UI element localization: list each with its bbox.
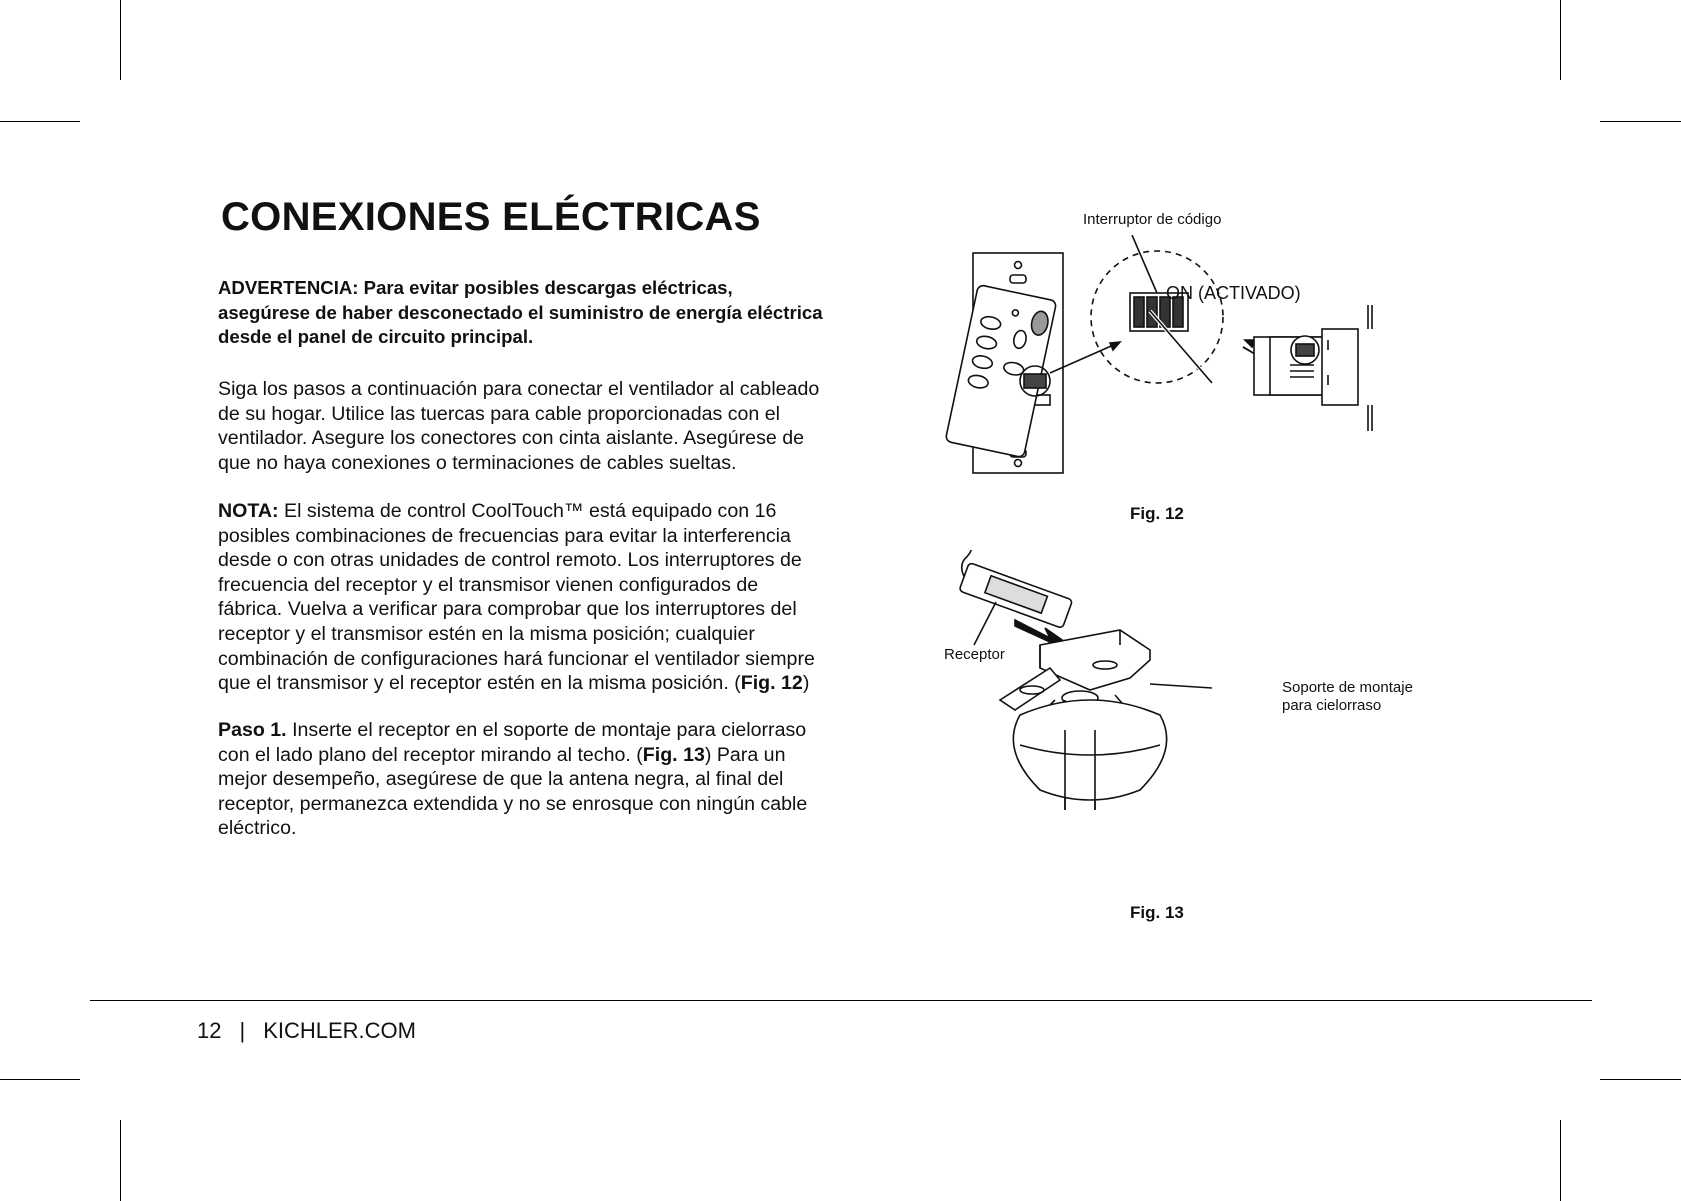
step-1-second-text: con el lado plano del receptor mirando al techo. ( xyxy=(218,743,643,766)
fig-12-illustration xyxy=(920,235,1400,485)
note-last-text: que el transmisor y el receptor estén en la misma posición. ( xyxy=(218,672,741,695)
crop-mark-bottom-right-horizontal xyxy=(1600,1079,1681,1080)
crop-mark-top-right-vertical xyxy=(1560,0,1561,80)
warning-text-1: Para evitar posibles descargas eléctricas, xyxy=(363,277,733,298)
fig-12-callout-code-switch: Interruptor de código xyxy=(1083,211,1222,228)
fig-13-callout-receiver: Receptor xyxy=(944,646,1005,663)
warning-block xyxy=(218,276,858,350)
step-line: eléctrico. xyxy=(218,817,297,840)
step-1-first-text: Inserte el receptor en el soporte de montaje para cielorraso xyxy=(292,719,807,741)
page-title: CONEXIONES ELÉCTRICAS xyxy=(221,195,761,239)
intro-line: Siga los pasos a continuación para conectar el ventilador al cableado xyxy=(218,378,820,400)
note-line: desde o con otras unidades de control remoto. Los interruptores de xyxy=(218,549,802,572)
step-line xyxy=(218,718,858,743)
step-1-second-post: ) Para un xyxy=(704,743,786,766)
footer-site-link[interactable]: KICHLER.COM xyxy=(263,1018,416,1043)
note-line: receptor y el transmisor estén en la misma posición; cualquier xyxy=(218,622,755,645)
crop-mark-bottom-left-vertical xyxy=(120,1120,121,1201)
fig-13-callout-bracket-line-2: para cielorraso xyxy=(1282,697,1382,714)
intro-paragraph xyxy=(218,377,858,475)
step-line xyxy=(218,743,858,768)
crop-mark-bottom-right-vertical xyxy=(1560,1120,1561,1201)
note-last-close: ) xyxy=(802,672,810,695)
note-line: frecuencia del receptor y el transmisor vienen configurados de xyxy=(218,573,759,596)
note-line xyxy=(218,499,858,524)
note-label: NOTA: xyxy=(218,500,279,522)
warning-label: ADVERTENCIA: xyxy=(218,277,359,298)
warning-line-2: asegúrese de haber desconectado el suministro de energía eléctrica xyxy=(218,301,823,323)
intro-line: de su hogar. Utilice las tuercas para cable proporcionadas con el xyxy=(218,402,781,425)
note-paragraph xyxy=(218,499,858,696)
note-first-text: El sistema de control CoolTouch™ está equipado con 16 xyxy=(284,500,777,522)
footer-rule xyxy=(90,1000,1592,1001)
fig-12-label: Fig. 12 xyxy=(1130,504,1184,523)
step-1-paragraph xyxy=(218,718,858,841)
fig-13-reference: Fig. 13 xyxy=(642,743,705,766)
note-line: fábrica. Vuelva a verificar para comprobar que los interruptores del xyxy=(218,598,797,621)
crop-mark-top-right-horizontal xyxy=(1600,121,1681,122)
intro-line: ventilador. Asegure los conectores con cinta aislante. Asegúrese de xyxy=(218,427,805,450)
warning-line-1 xyxy=(218,276,858,301)
crop-mark-bottom-left-horizontal xyxy=(0,1079,80,1080)
warning-line-3: desde el panel de circuito principal. xyxy=(218,326,534,348)
step-line: mejor desempeño, asegúrese de que la antena negra, al final del xyxy=(218,768,784,791)
note-line xyxy=(218,671,858,696)
footer-separator: | xyxy=(239,1018,246,1043)
step-line: receptor, permanezca extendida y no se enrosque con ningún cable xyxy=(218,792,808,815)
intro-line: que no haya conexiones o terminaciones de cables sueltas. xyxy=(218,451,737,474)
note-line: combinación de configuraciones hará funcionar el ventilador siempre xyxy=(218,647,815,670)
fig-13-callout-bracket-line-1: Soporte de montaje xyxy=(1282,679,1413,696)
page-number: 12 xyxy=(197,1018,222,1043)
note-line: posibles combinaciones de frecuencias para evitar la interferencia xyxy=(218,524,791,547)
step-1-label: Paso 1. xyxy=(218,719,287,741)
crop-mark-top-left-horizontal xyxy=(0,121,80,122)
crop-mark-top-left-vertical xyxy=(120,0,121,80)
fig-13-illustration xyxy=(940,550,1240,860)
fig-12-callout-on: ON (ACTIVADO) xyxy=(1166,283,1301,303)
fig-12-reference: Fig. 12 xyxy=(740,672,803,695)
fig-13-label: Fig. 13 xyxy=(1130,903,1184,922)
footer xyxy=(197,1018,416,1044)
